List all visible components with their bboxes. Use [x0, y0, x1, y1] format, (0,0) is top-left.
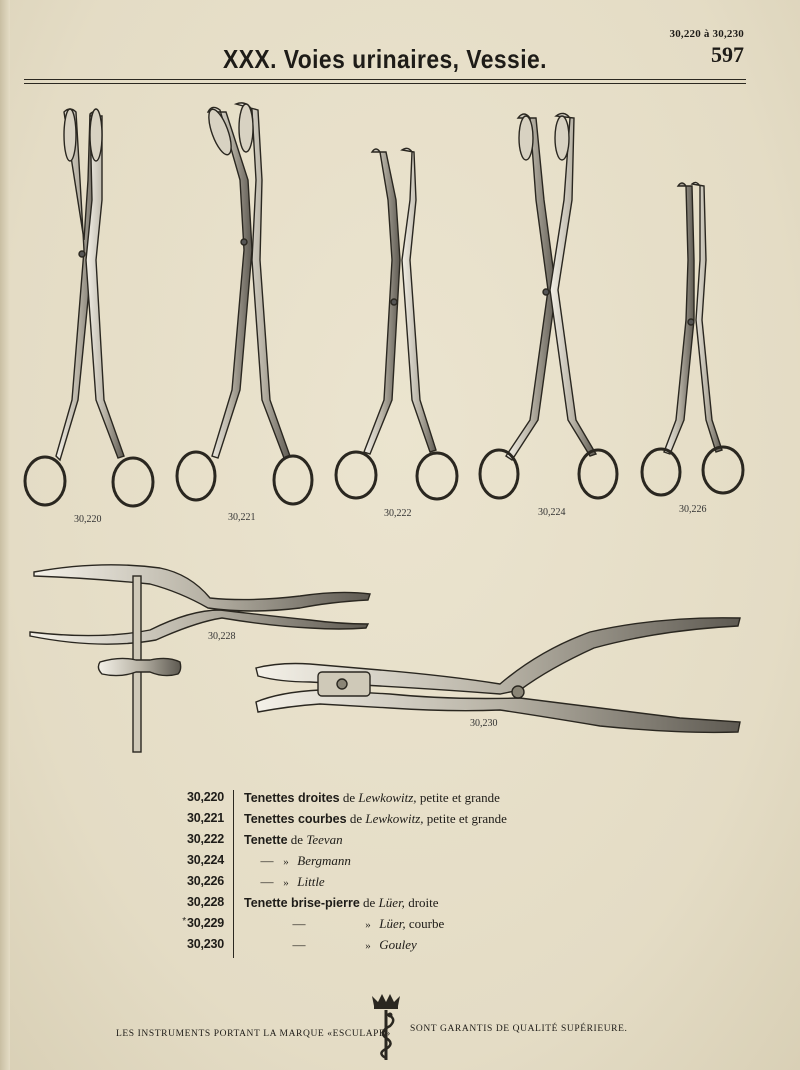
item-number: *30,229 [182, 916, 224, 930]
item-number: 30,220 [186, 790, 224, 804]
catalog-row [160, 790, 580, 810]
figure-label-30224: 30,224 [538, 507, 566, 518]
item-number: 30,228 [186, 895, 224, 909]
item-number: 30,226 [186, 874, 224, 888]
page-range: 30,220 à 30,230 [669, 28, 744, 40]
item-number: 30,222 [186, 832, 224, 846]
forceps-teevan-icon [336, 148, 457, 499]
instrument-illustrations [0, 90, 800, 770]
forceps-bergmann-icon [480, 113, 617, 498]
figure-label-30221: 30,221 [228, 512, 256, 523]
esculape-crown-snake-icon [368, 990, 404, 1062]
item-description: — » Little [260, 874, 325, 889]
forceps-little-icon [642, 182, 743, 495]
item-description: — » Lüer, courbe [292, 916, 445, 931]
forceps-curved-icon [177, 103, 312, 504]
footer-left-text: LES INSTRUMENTS PORTANT LA MARQUE «ESCULAPE» [116, 1029, 391, 1039]
item-description: Tenettes courbes de Lewkowitz, petite et grande [244, 811, 507, 826]
catalog-row [160, 895, 580, 915]
item-number: 30,221 [186, 811, 224, 825]
catalog-row [160, 811, 580, 831]
item-description: Tenette de Teevan [244, 832, 343, 847]
header-rule-second [24, 83, 746, 84]
item-description: Tenette brise-pierre de Lüer, droite [244, 895, 439, 910]
catalog-row [160, 874, 580, 894]
lithotrite-gouley-icon [256, 618, 740, 733]
catalog-row [160, 832, 580, 852]
forceps-straight-icon [25, 109, 153, 506]
footer-right-text: SONT GARANTIS DE QUALITÉ SUPÉRIEURE. [410, 1024, 628, 1034]
figure-label-30226: 30,226 [679, 504, 707, 515]
figure-label-30230: 30,230 [470, 718, 498, 729]
item-number: 30,224 [186, 853, 224, 867]
figure-label-30222: 30,222 [384, 508, 412, 519]
catalog-row [160, 916, 580, 936]
lithotrite-lueer-icon [30, 565, 370, 752]
header-rule [24, 79, 746, 80]
item-description: — » Bergmann [260, 853, 351, 868]
item-number: 30,230 [186, 937, 224, 951]
item-description: — » Gouley [292, 937, 417, 952]
item-description: Tenettes droites de Lewkowitz, petite et grande [244, 790, 500, 805]
figure-label-30220: 30,220 [74, 514, 102, 525]
figure-label-30228: 30,228 [208, 631, 236, 642]
catalog-row [160, 937, 580, 957]
catalog-row [160, 853, 580, 873]
page-title: XXX. Voies urinaires, Vessie. [223, 44, 547, 74]
page-number: 597 [711, 42, 744, 67]
